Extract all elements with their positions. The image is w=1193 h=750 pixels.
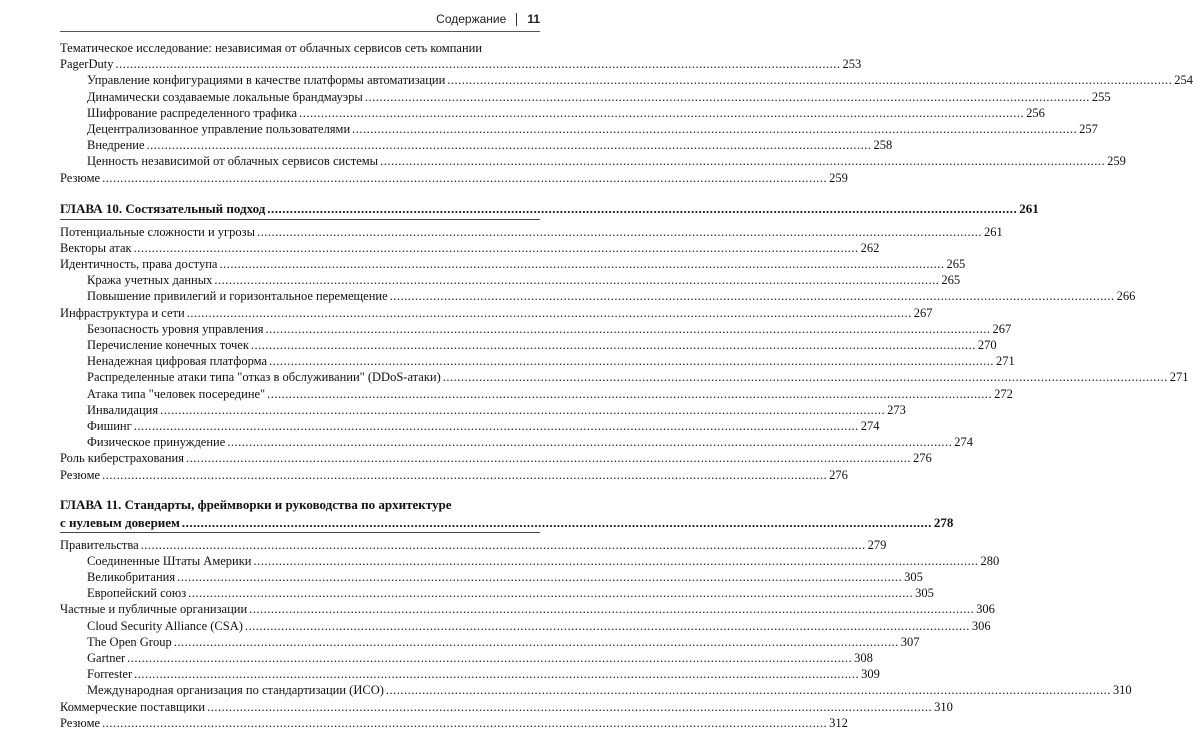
page-number: 11 bbox=[527, 12, 540, 26]
leader-dots bbox=[245, 618, 970, 634]
toc-entry-title: Ценность независимой от облачных сервисов системы bbox=[87, 154, 379, 169]
leader-dots bbox=[269, 353, 994, 369]
toc-entry[interactable] bbox=[60, 634, 920, 650]
toc-entry-title: Gartner bbox=[87, 651, 126, 665]
toc-chapter-11[interactable]: с нулевым доверием ..... 278 bbox=[60, 514, 540, 532]
toc-entry-page: 270 bbox=[977, 338, 997, 352]
toc-entry-page: 254 bbox=[1174, 73, 1193, 88]
toc-entry-page: 265 bbox=[941, 273, 961, 288]
leader-dots bbox=[102, 467, 827, 483]
toc-entry-page: 273 bbox=[887, 402, 906, 417]
toc-entry-title: Резюме bbox=[60, 170, 101, 185]
toc-entry[interactable] bbox=[60, 467, 848, 483]
toc-entry-page: 267 bbox=[992, 321, 1012, 336]
toc-entry[interactable] bbox=[60, 224, 1003, 240]
leader-dots bbox=[257, 224, 982, 240]
toc-entry-title: Европейский союз bbox=[87, 586, 187, 601]
toc-entry-page: 266 bbox=[1116, 289, 1136, 304]
toc-entry-title: Великобритания bbox=[87, 570, 176, 585]
toc-entry-page: 265 bbox=[946, 257, 966, 272]
toc-entry-title: Коммерческие поставщики bbox=[60, 699, 206, 714]
toc-entry[interactable] bbox=[60, 715, 848, 731]
toc-top-items bbox=[60, 72, 1193, 185]
toc-entry-title: Частные и публичные организации bbox=[60, 602, 248, 617]
toc-entry[interactable] bbox=[60, 170, 848, 186]
leader-dots bbox=[177, 569, 902, 585]
toc-entry-title: Роль киберстрахования bbox=[60, 451, 184, 466]
toc-entry-title: Децентрализованное управление пользователями bbox=[87, 121, 351, 136]
toc-entry-title: Безопасность уровня управления bbox=[87, 321, 264, 336]
leader-dots bbox=[187, 305, 912, 321]
toc-entry-title: Внедрение bbox=[87, 138, 145, 153]
toc-entry-title: Cloud Security Alliance (CSA) bbox=[87, 618, 243, 633]
leader-dots bbox=[365, 89, 1090, 105]
toc-entry-page: 276 bbox=[829, 467, 848, 482]
toc-entry-page: 280 bbox=[980, 553, 1000, 568]
toc-entry[interactable] bbox=[60, 369, 1189, 385]
toc-entry-title: Управление конфигурациями в качестве платформы автоматизации bbox=[87, 73, 446, 88]
toc-entry-title: Резюме bbox=[60, 715, 101, 730]
toc-entry[interactable] bbox=[60, 601, 995, 617]
toc-entry-case-study[interactable]: PagerDuty ..... 253 bbox=[60, 56, 540, 72]
leader-dots bbox=[127, 650, 852, 666]
toc-entry-page: 255 bbox=[1091, 89, 1111, 104]
toc-entry-title: Динамически создаваемые локальные брандмауэры bbox=[87, 89, 363, 104]
leader-dots bbox=[115, 56, 840, 72]
toc-entry-title: Шифрование распределенного трафика bbox=[87, 105, 298, 120]
running-header bbox=[436, 12, 540, 26]
toc-entry-page: 256 bbox=[1026, 105, 1045, 120]
toc-entry-title: Повышение привилегий и горизонтальное перемещение bbox=[87, 289, 388, 304]
toc-chapter-11-line1[interactable]: ГЛАВА 11. Стандарты, фреймворки и руководства по архитектуре bbox=[60, 496, 452, 512]
toc-entry[interactable] bbox=[60, 682, 1132, 698]
toc-entry[interactable] bbox=[60, 402, 906, 418]
toc-entry-title: Соединенные Штаты Америки bbox=[87, 553, 252, 568]
toc-entry-page: 267 bbox=[913, 305, 933, 320]
leader-dots bbox=[219, 256, 944, 272]
table-of-contents bbox=[60, 40, 1193, 731]
toc-entry-page: 305 bbox=[915, 586, 934, 601]
toc-entry-title: Резюме bbox=[60, 467, 101, 482]
leader-dots bbox=[443, 369, 1168, 385]
header-separator bbox=[516, 13, 517, 26]
toc-entry-title: Перечисление конечных точек bbox=[87, 338, 249, 352]
toc-entry-page: 271 bbox=[996, 354, 1015, 369]
toc-entry[interactable] bbox=[60, 321, 1012, 337]
leader-dots bbox=[102, 170, 827, 186]
toc-entry-page: 259 bbox=[1107, 154, 1126, 169]
toc-chapter-10[interactable]: ГЛАВА 10. Состязательный подход ..... 261 bbox=[60, 199, 540, 219]
toc-entry-title: Инфраструктура и сети bbox=[60, 305, 185, 320]
leader-dots bbox=[265, 321, 990, 337]
toc-entry-page: 258 bbox=[873, 138, 893, 153]
toc-entry-page: 276 bbox=[912, 451, 932, 466]
leader-dots bbox=[380, 153, 1105, 169]
toc-entry-page: 310 bbox=[934, 699, 953, 714]
leader-dots bbox=[134, 666, 859, 682]
toc-entry[interactable] bbox=[60, 569, 923, 585]
toc-entry-page: 306 bbox=[976, 602, 995, 617]
toc-entry-page: 310 bbox=[1112, 683, 1132, 698]
leader-dots bbox=[160, 402, 885, 418]
toc-entry[interactable] bbox=[60, 240, 880, 256]
toc-entry[interactable] bbox=[60, 585, 934, 601]
toc-entry[interactable] bbox=[60, 272, 961, 288]
toc-entry-title: Потенциальные сложности и угрозы bbox=[60, 224, 256, 239]
leader-dots bbox=[299, 105, 1024, 121]
toc-entry-title: Международная организация по стандартизации (ИСО) bbox=[87, 683, 384, 698]
toc-entry-page: 272 bbox=[994, 386, 1013, 401]
toc-entry-page: 309 bbox=[861, 667, 880, 682]
toc-entry-title: Идентичность, права доступа bbox=[60, 257, 218, 272]
toc-entry-title: Атака типа "человек посередине" bbox=[87, 386, 266, 401]
toc-entry-page: 308 bbox=[854, 651, 873, 665]
toc-entry[interactable] bbox=[60, 418, 880, 434]
leader-dots bbox=[134, 418, 859, 434]
leader-dots bbox=[249, 601, 974, 617]
toc-entry-page: 261 bbox=[984, 224, 1003, 239]
leader-dots bbox=[267, 386, 992, 402]
toc-entry-page: 271 bbox=[1169, 370, 1189, 385]
leader-dots bbox=[186, 450, 911, 466]
leader-dots bbox=[253, 553, 978, 569]
toc-entry[interactable] bbox=[60, 72, 1193, 88]
toc-entry-page: 279 bbox=[867, 537, 887, 552]
leader-dots bbox=[134, 240, 859, 256]
toc-entry-page: 307 bbox=[900, 634, 920, 649]
leader-dots bbox=[188, 585, 913, 601]
section-title: Содержание bbox=[436, 12, 507, 26]
toc-entry-title: Forrester bbox=[87, 667, 133, 682]
toc-entry[interactable] bbox=[60, 137, 893, 153]
toc-entry[interactable] bbox=[60, 256, 966, 272]
toc-entry[interactable] bbox=[60, 153, 1126, 169]
leader-dots bbox=[182, 514, 932, 532]
toc-entry-title: Инвалидация bbox=[87, 402, 159, 417]
toc-entry[interactable] bbox=[60, 386, 1013, 402]
toc-entry-page: 262 bbox=[860, 240, 880, 255]
toc-entry[interactable] bbox=[60, 537, 887, 553]
toc-entry[interactable] bbox=[60, 618, 991, 634]
header-rule bbox=[60, 31, 540, 32]
toc-entry-page: 306 bbox=[971, 618, 991, 633]
leader-dots bbox=[352, 121, 1077, 137]
toc-entry[interactable] bbox=[60, 121, 1098, 137]
toc-entry-title: Распределенные атаки типа "отказ в обслуживании" (DDoS-атаки) bbox=[87, 370, 441, 385]
leader-dots bbox=[214, 272, 939, 288]
toc-entry-title: The Open Group bbox=[87, 634, 172, 649]
leader-dots bbox=[267, 199, 1017, 219]
toc-entry-page: 257 bbox=[1079, 121, 1098, 136]
toc-entry[interactable] bbox=[60, 650, 873, 666]
leader-dots bbox=[386, 682, 1111, 698]
leader-dots bbox=[174, 634, 899, 650]
toc-entry-title: Векторы атак bbox=[60, 240, 132, 255]
toc-entry[interactable] bbox=[60, 666, 880, 682]
toc-entry[interactable] bbox=[60, 450, 932, 466]
toc-entry-title: Фишинг bbox=[87, 418, 132, 433]
leader-dots bbox=[147, 137, 872, 153]
toc-entry[interactable] bbox=[60, 105, 1045, 121]
toc-entry-page: 259 bbox=[829, 170, 848, 185]
toc-entry-title: Физическое принуждение bbox=[87, 435, 226, 450]
toc-entry[interactable] bbox=[60, 337, 997, 353]
toc-entry[interactable] bbox=[60, 553, 1000, 569]
leader-dots bbox=[251, 337, 976, 353]
toc-entry[interactable] bbox=[60, 699, 953, 715]
toc-entry[interactable] bbox=[60, 434, 974, 450]
toc-entry-page: 305 bbox=[904, 570, 923, 585]
toc-entry[interactable] bbox=[60, 288, 1136, 304]
toc-entry[interactable] bbox=[60, 89, 1111, 105]
toc-entry-title: Ненадежная цифровая платформа bbox=[87, 354, 268, 369]
toc-chapter-10-items bbox=[60, 224, 1189, 483]
leader-dots bbox=[227, 434, 952, 450]
toc-entry[interactable] bbox=[60, 353, 1015, 369]
toc-entry-title: Кража учетных данных bbox=[87, 273, 213, 288]
toc-entry[interactable] bbox=[60, 305, 933, 321]
leader-dots bbox=[390, 288, 1115, 304]
toc-entry-page: 274 bbox=[954, 435, 974, 450]
toc-chapter-11-items bbox=[60, 537, 1132, 731]
toc-entry-case-study-line1[interactable]: Тематическое исследование: независимая от облачных сервисов сеть компании bbox=[60, 41, 483, 55]
toc-entry-title: Правительства bbox=[60, 537, 139, 552]
toc-entry-page: 274 bbox=[860, 418, 880, 433]
toc-entry-page: 312 bbox=[829, 715, 848, 730]
leader-dots bbox=[102, 715, 827, 731]
leader-dots bbox=[447, 72, 1172, 88]
leader-dots bbox=[141, 537, 866, 553]
leader-dots bbox=[207, 699, 932, 715]
